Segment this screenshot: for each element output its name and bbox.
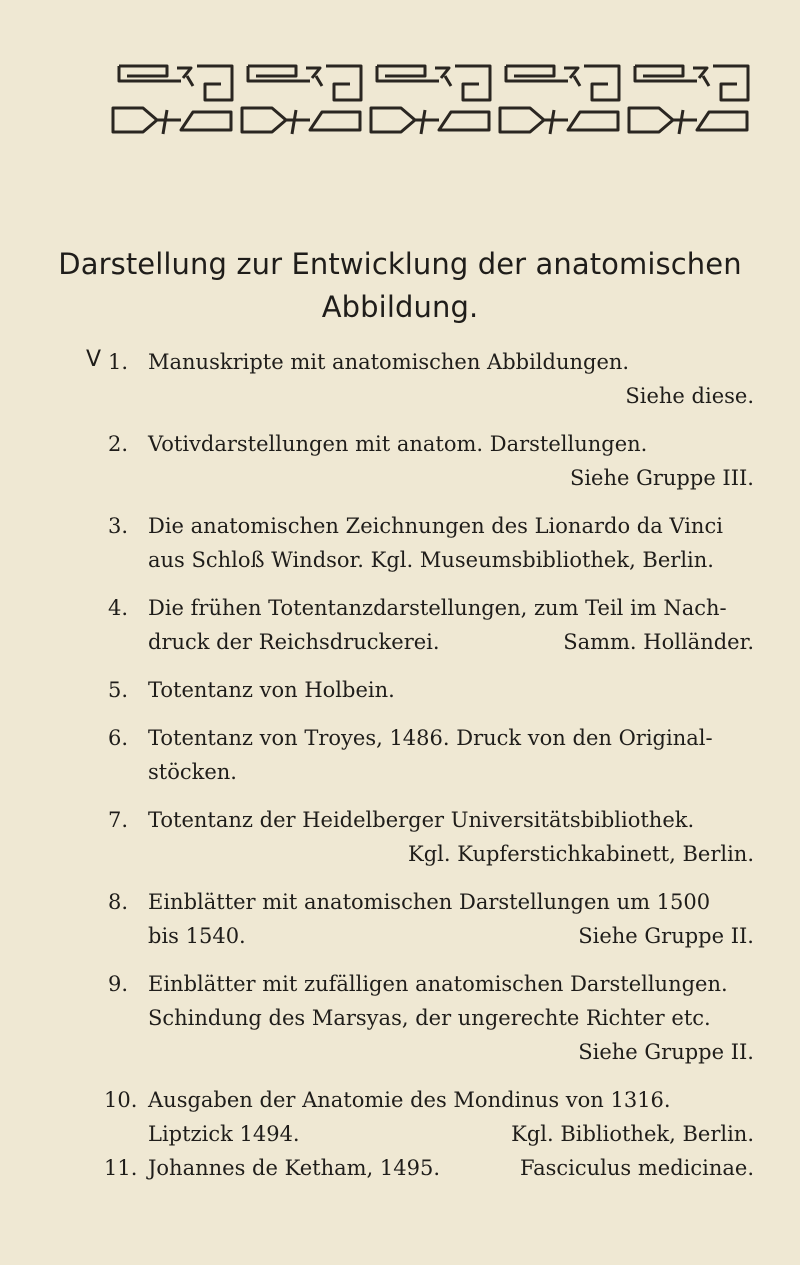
item-split-line <box>148 1151 754 1185</box>
item-line: Die anatomischen Zeichnungen des Lionardo da Vinci <box>148 514 723 538</box>
item-line: Totentanz von Troyes, 1486. Druck von den Original- <box>148 726 713 750</box>
item-number: 10. <box>104 1088 138 1112</box>
item-number: 9. <box>108 972 129 996</box>
item-line: Ausgaben der Anatomie des Mondinus von 1316. <box>148 1088 671 1112</box>
margin-mark: V <box>86 347 102 372</box>
title-line-1: Darstellung zur Entwicklung der anatomischen <box>58 247 742 281</box>
title-line-2: Abbildung. <box>321 290 479 324</box>
item-reference: Siehe Gruppe II. <box>578 924 754 948</box>
item-split-line <box>148 1117 754 1151</box>
item-reference: Siehe Gruppe II. <box>578 1040 754 1064</box>
item-reference: Kgl. Bibliothek, Berlin. <box>511 1122 754 1146</box>
item-line-left: bis 1540. <box>148 924 246 948</box>
item-number: 8. <box>108 890 129 914</box>
item-reference: Samm. Holländer. <box>563 630 754 654</box>
item-number: 1. <box>108 350 129 374</box>
item-number: 11. <box>104 1156 138 1180</box>
item-split-line <box>148 625 754 659</box>
item-reference: Siehe Gruppe III. <box>569 466 754 490</box>
item-line: Manuskripte mit anatomischen Abbildungen. <box>148 350 630 374</box>
item-line-left: Johannes de Ketham, 1495. <box>148 1156 441 1180</box>
item-line: Einblätter mit zufälligen anatomischen Darstellungen. <box>148 972 728 996</box>
item-line: Totentanz der Heidelberger Universitätsbibliothek. <box>148 808 695 832</box>
item-line: aus Schloß Windsor. Kgl. Museumsbibliothek, Berlin. <box>148 548 714 572</box>
item-line: stöcken. <box>148 760 237 784</box>
item-reference: Siehe diese. <box>625 384 754 408</box>
item-number: 6. <box>108 726 129 750</box>
item-reference: Fasciculus medicinae. <box>519 1156 754 1180</box>
item-number: 7. <box>108 808 129 832</box>
item-split-line <box>148 919 754 953</box>
item-line: Votivdarstellungen mit anatom. Darstellungen. <box>148 432 648 456</box>
item-number: 5. <box>108 678 129 702</box>
item-number: 3. <box>108 514 129 538</box>
item-line: Einblätter mit anatomischen Darstellungen um 1500 <box>148 890 711 914</box>
item-line-left: Liptzick 1494. <box>148 1122 300 1146</box>
item-number: 2. <box>108 432 129 456</box>
item-line: Schindung des Marsyas, der ungerechte Richter etc. <box>148 1006 711 1030</box>
item-number: 4. <box>108 596 129 620</box>
item-line: Die frühen Totentanzdarstellungen, zum Teil im Nach- <box>148 596 727 620</box>
page-title <box>40 243 760 329</box>
item-line-left: druck der Reichsdruckerei. <box>148 630 440 654</box>
item-reference: Kgl. Kupferstichkabinett, Berlin. <box>408 842 754 866</box>
meander-border-ornament-icon <box>109 56 756 142</box>
item-line: Totentanz von Holbein. <box>148 678 395 702</box>
